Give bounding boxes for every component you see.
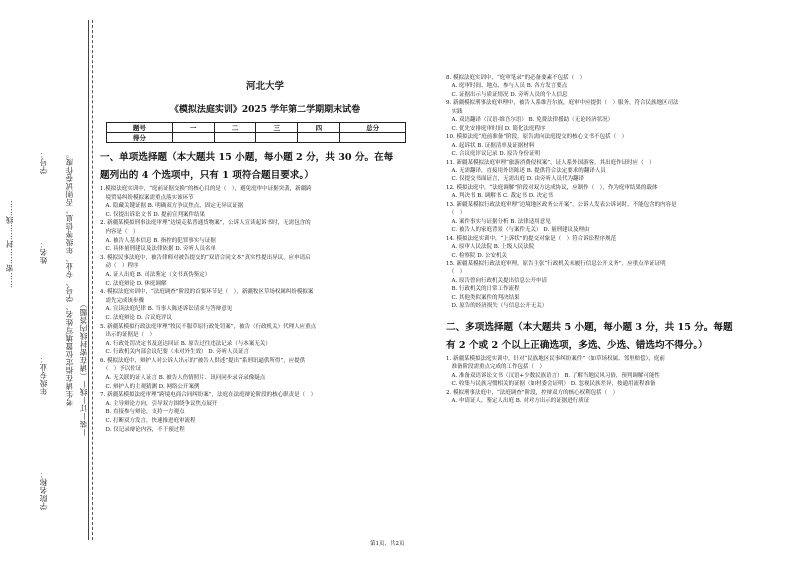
score-cell: 二 [214,123,256,133]
score-cell: 总分 [340,123,406,133]
question-line: A. 证人出庭 B. 司法鉴定（文书真伪鉴定） [100,271,211,278]
section1-title-cont: 题列出的 4 个选项中，只有 1 项符合题目要求。） [100,170,314,181]
question-line: （ ） [446,269,466,276]
question-line: 7. 新疆某模拟法庭审理“跨境电商合同纠纷案”，法庭在法庭辩论阶段的核心职责是（ ） [100,392,317,399]
score-blank[interactable] [340,133,406,143]
college-label: 学院名称： [39,470,48,510]
score-blank[interactable] [256,133,298,143]
question-line: 1. 新疆某模拟法庭实训中，针对“民族地区民事纠纷案件”（如草场权属、邻里赔偿），庭前 [446,355,665,362]
question-line: A. 宣读法庭纪律 B. 当事人陈述诉讼请求与答辩意见 [100,306,233,313]
binding-margin [0,0,95,561]
multi-choice-questions [446,355,766,406]
score-blank[interactable] [214,133,256,143]
single-choice-questions-cont [446,74,766,311]
question-line: 内容是（ ） [100,228,139,235]
question-line: A. 原告曾向行政机关提出信息公开申请 [446,277,547,284]
question-line: 12. 模拟法庭中，“法庭调解”阶段对双方达成协议，应制作（ ），作为庭审结果的载体 [446,184,658,191]
question-line: C. 检察院 D. 公安机关 [446,252,507,259]
question-line: B. 行政机关的日常工作流程 [446,286,520,293]
seal-text: ……密……封……线…… [5,200,14,288]
student-id-label: 学号： [39,150,48,174]
question-line: C. 收集与民族习惯相关的证据（如村委会证明） D. 忽视民族差异，按通用流程准备 [446,381,656,388]
question-line: A. 无需翻译，直接用外语陈述 B. 提供符合法定要求的翻译人员 [446,167,606,174]
page-number: 第1页，共2页 [370,541,405,547]
question-line: 需先完成该步骤 [100,297,145,304]
question-line: C. 辩护人的主观猜测 D. 网络公开案例 [100,383,200,390]
question-line: 13. 新疆某模拟行政法庭审理“边境地区政务公开案”，公诉人发表公诉词时，不能包含的内容是 [446,201,677,208]
university-name: 河北大学 [245,81,284,92]
question-line: 实践 [446,108,463,115]
instruction-text: 考生请在指定位置填写姓名、学号、专业、年级等信息，否则试卷作废。 [65,150,74,406]
seal-dashed-line [92,20,93,540]
question-line: 15. 新疆某模拟行政法庭审理，原告主张“行政机关未履行信息公开义务”，应重点举证证明 [446,260,666,267]
question-line: 1.模拟法庭实训中，“庭前证据交换”的核心目的是（ ），避免庭审中证据突袭，新疆跨 [100,186,312,192]
question-line: 2. 新疆某模拟刑事法庭审理“边境走私普通货物案”，公诉人宣读起诉书时，无需包含的 [100,220,311,227]
question-line: 10. 模拟法庭“庭前准备”阶段，原告需向法庭提交的核心文书不包括（ ） [446,134,628,141]
question-line: 准备阶段需重点完成的工作包括（ ） [446,364,546,371]
question-line: C. 优先安排庭审时间 D. 简化法庭程序 [446,125,546,132]
score-cell: 四 [298,123,340,133]
question-line: 动（ ）程序 [100,263,139,270]
single-choice-questions [100,185,430,434]
question-line: C. 仅提出诉讼文书 D. 提前宣判案件结果 [100,211,205,218]
question-line: C. 被告人的家庭背景（与案件无关） D. 量刑建议及理由 [446,227,590,234]
question-line: A. 行政处罚决定书及送达回证 B. 原告过往违法记录（与本案无关） [100,340,271,347]
score-row-label: 得分 [107,133,173,143]
exam-title: 《模拟法庭实训》2025 学年第二学期期末试卷 [169,105,361,115]
question-line: C. 具体量刑建议及法律依据 D. 旁听人员名单 [100,246,216,253]
score-value-row [107,133,406,143]
question-line: A. 无关联的证人证言 B. 被告人伤情照片、讯问同步录音录像疑点 [100,375,266,382]
question-line: A. 判决书 B. 调解书 C. 裁定书 D. 决定书 [446,193,553,200]
question-line: A. 起诉状 B. 证据清单及证据材料 [446,142,535,149]
question-line: （ ） [446,210,466,217]
question-line: A. 庭审时间、地点、参与人员 B. 各方发言要点 [446,83,568,90]
left-column [100,78,430,434]
question-line: 4. 模拟法庭实训中，“法庭调查”阶段的首要环节是（ ），新疆牧区草场权属纠纷模拟案 [100,289,314,296]
score-blank[interactable] [298,133,340,143]
question-line: D. 仅记录辩论内容，不干预过程 [100,426,185,433]
question-line: 境贸易纠纷模拟案需重点落实该环节 [100,194,194,201]
name-label: 姓名： [39,240,48,264]
score-header-row [107,123,406,133]
major-label: 年级专业： [39,355,48,395]
question-line: 5. 新疆某模拟行政法庭审理“牧民不服草原行政处罚案”，被告（行政机关）代理人应重点 [100,323,317,330]
question-line: A. 准备双语诉讼文书（汉语+少数民族语言） B. 了解当地民风习俗，预判调解可能性 [446,372,660,379]
question-line: C. 法庭辩论 D. 休庭调解 [100,280,167,287]
question-line: C. 打断双方发言，快速推进庭审流程 [100,418,196,425]
question-line: A. 被告人基本信息 B. 指控的犯罪事实与证据 [100,237,216,244]
question-line: 2. 模拟刑事法庭中，“法庭调查”阶段，控辩双方的核心权利包括（ ） [446,389,619,396]
score-cell: 题号 [107,123,173,133]
question-line: 出示的证据是（ ） [100,332,156,339]
score-cell: 三 [256,123,298,133]
question-line: A. 双语翻译（汉语-维吾尔语） B. 免费法律援助（无论经济状况） [446,117,614,124]
binding-note: —装—订—线—（请在密封线内答题） [79,300,88,436]
score-table [106,122,406,143]
question-line: A. 原审人民法院 B. 上级人民法院 [446,244,535,251]
question-line: C. 行政机关内部会议纪要（未对外生效） D. 旁听人员证言 [100,349,249,356]
question-line: B. 直接参与辩论，支持一方观点 [100,409,185,416]
question-line: C. 仅提交书面证言，无需出庭 D. 由旁听人员代为翻译 [446,176,584,183]
question-line: 3. 模拟民事法庭中，被告律师对被告提交的“双语合同文本”真实性提出异议，应申请启 [100,254,311,261]
question-line: D. 原告的经济损失（与信息公开无关） [446,303,548,310]
question-line: A. 申请证人、鉴定人出庭 B. 对对方出示的证据进行质证 [446,397,590,404]
question-line: 6. 模拟法庭中，辩护人对公诉人出示的“被告人供述”提出“系刑讯逼供所得”，应提供 [100,357,306,364]
section1-title: 一、单项选择题（本大题共 15 小题，每小题 2 分，共 30 分。在每 [100,152,394,163]
question-line: A. 主导辩论方向，引导双方围绕争议焦点展开 [100,400,218,407]
right-column [446,74,766,405]
question-line: （ ）予以佐证 [100,366,142,373]
question-line: C. 法庭辩论 D. 合议庭评议 [100,314,172,321]
question-line: 11. 新疆某模拟法庭审理“旅游消费侵权案”，证人系外国游客，其出庭作证时应（ ） [446,159,655,166]
question-line: A. 隐藏关键证据 B. 明确双方争议焦点，固定无异议证据 [100,203,244,210]
section2-title: 二、多项选择题（本大题共 5 小题，每小题 3 分，共 15 分。每题 [446,321,733,333]
question-line: 9. 新疆模拟刑事法庭审理中，被告人系维吾尔族，庭审中应提供（ ）服务，符合民族地区司法 [446,100,679,107]
seal-line [88,20,89,540]
question-line: 8. 模拟法庭实训中，“庭审笔录”的必备要素不包括（ ） [446,75,586,81]
question-line: 14. 模拟法庭实训中，“上诉状”的提交对象是（ ）符合诉讼程序规范 [446,235,617,242]
section2-title-cont: 有 2 个或 2 个以上正确选项，多选、少选、错选均不得分。） [446,339,708,351]
score-cell: 一 [172,123,214,133]
question-line: A. 案件事实与证据分析 B. 法律适用意见 [446,218,551,225]
question-line: C. 其他类似案件的判决结果 [446,294,520,301]
question-line: C. 合议庭评议记录 D. 原告身份证明 [446,151,540,158]
score-blank[interactable] [172,133,214,143]
question-line: C. 证据出示与质证情况 D. 旁听人员的个人信息 [446,91,568,98]
